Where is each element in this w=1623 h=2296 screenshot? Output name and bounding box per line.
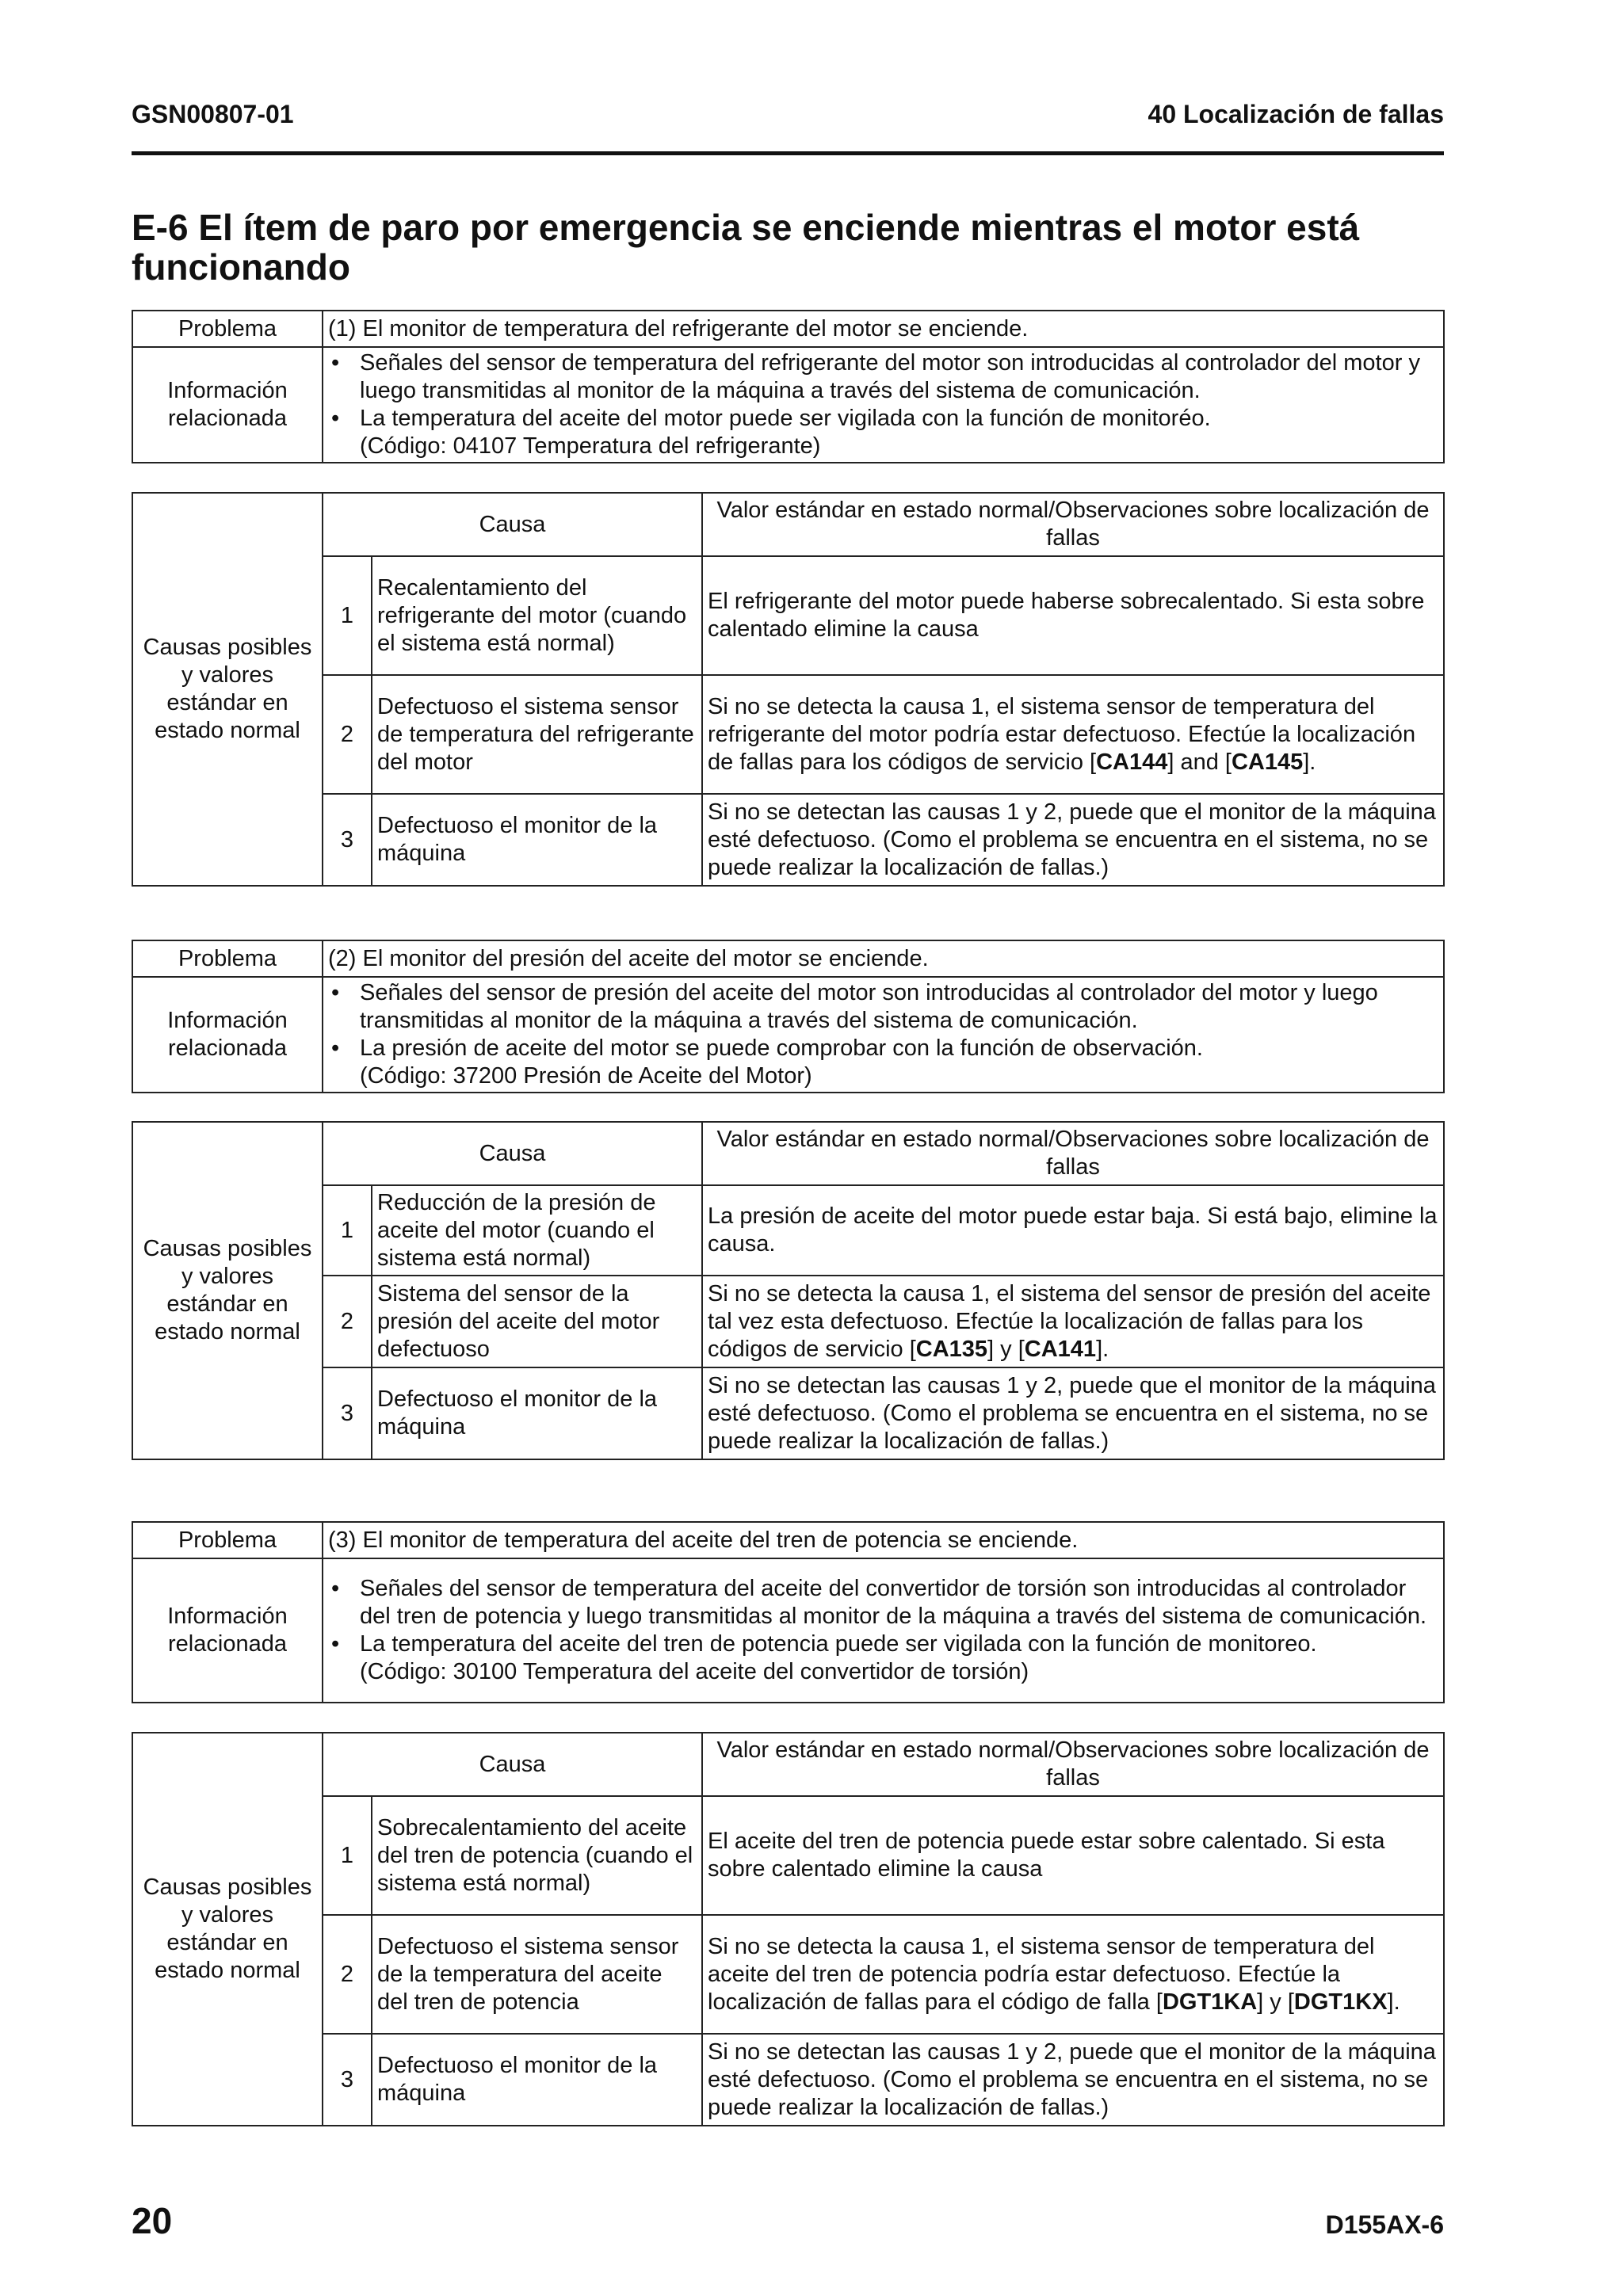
service-code: CA135: [915, 1336, 988, 1362]
info-label: Información relacionada: [132, 347, 323, 463]
cause-number: 2: [323, 675, 372, 794]
remark-text: Si no se detectan las causas 1 y 2, puede que el monitor de la máquina esté defectuoso. (Como el problema se encuentra en el sistema, no se puede realizar la localización de fallas.): [702, 794, 1444, 886]
info-cell: [323, 1558, 1444, 1703]
cause-text: Defectuoso el sistema sensor de temperatura del refrigerante del motor: [372, 675, 702, 794]
remark-text: Si no se detectan las causas 1 y 2, puede que el monitor de la máquina esté defectuoso. (Como el problema se encuentra en el sistema, no se puede realizar la localización de fallas.): [702, 1367, 1444, 1459]
service-code: DGT1KX: [1293, 1989, 1388, 2015]
info-label: Información relacionada: [132, 1558, 323, 1703]
info-label: Información relacionada: [132, 977, 323, 1093]
info-code: (Código: 30100 Temperatura del aceite del convertidor de torsión): [360, 1659, 1029, 1684]
cause-text: Reducción de la presión de aceite del motor (cuando el sistema está normal): [372, 1185, 702, 1276]
cause-header: Causa: [323, 1122, 702, 1185]
remark-text: El aceite del tren de potencia puede estar sobre calentado. Si esta sobre calentado elimine la causa: [702, 1796, 1444, 1915]
cause-text: Sobrecalentamiento del aceite del tren de potencia (cuando el sistema está normal): [372, 1796, 702, 1915]
cause-text: Recalentamiento del refrigerante del motor (cuando el sistema está normal): [372, 556, 702, 675]
header-rule: [132, 151, 1444, 155]
problem-label: Problema: [132, 1522, 323, 1558]
cause-number: 3: [323, 2034, 372, 2126]
remark-text: El refrigerante del motor puede haberse sobrecalentado. Si esta sobre calentado elimine la causa: [702, 556, 1444, 675]
cause-header: Causa: [323, 1733, 702, 1796]
model-code: D155AX-6: [1325, 2210, 1444, 2239]
section-title: 40 Localización de fallas: [1148, 100, 1444, 128]
cause-text: Defectuoso el monitor de la máquina: [372, 1367, 702, 1459]
remark-header: Valor estándar en estado normal/Observaciones sobre localización de fallas: [702, 493, 1444, 556]
info-bullet: • Señales del sensor de temperatura del refrigerante del motor son introducidas al controlador del motor y luego transmitidas al monitor de la máquina a través del sistema de comunicación.: [328, 349, 1438, 405]
causes-table-1: [132, 492, 1445, 887]
page-number: 20: [132, 2200, 173, 2241]
problem-table-1: [132, 310, 1445, 463]
service-code: CA144: [1096, 749, 1168, 775]
problem-text: (2) El monitor del presión del aceite del motor se enciende.: [323, 940, 1444, 977]
cause-header: Causa: [323, 493, 702, 556]
remark-text: Si no se detecta la causa 1, el sistema sensor de temperatura del refrigerante del motor podría estar defectuoso. Efectúe la localización de fallas para los códigos de servicio [CA144] and [CA145].: [702, 675, 1444, 794]
info-code: (Código: 37200 Presión de Aceite del Motor): [360, 1063, 812, 1089]
info-bullet: • Señales del sensor de presión del aceite del motor son introducidas al controlador del motor y luego transmitidas al monitor de la máquina a través del sistema de comunicación.: [328, 979, 1438, 1035]
problem-text: (3) El monitor de temperatura del aceite del tren de potencia se enciende.: [323, 1522, 1444, 1558]
causes-label: Causas posibles y valores estándar en estado normal: [132, 493, 323, 886]
service-code: DGT1KA: [1162, 1989, 1258, 2015]
cause-number: 2: [323, 1276, 372, 1367]
causes-table-3: [132, 1732, 1445, 2126]
cause-text: Defectuoso el monitor de la máquina: [372, 2034, 702, 2126]
info-cell: [323, 347, 1444, 463]
causes-label: Causas posibles y valores estándar en estado normal: [132, 1122, 323, 1459]
remark-text: Si no se detecta la causa 1, el sistema sensor de temperatura del aceite del tren de potencia podría estar defectuoso. Efectúe la localización de fallas para el código de falla [DGT1KA] y [DGT1KX].: [702, 1915, 1444, 2034]
document-code: GSN00807-01: [132, 100, 294, 128]
remark-header: Valor estándar en estado normal/Observaciones sobre localización de fallas: [702, 1122, 1444, 1185]
causes-label: Causas posibles y valores estándar en estado normal: [132, 1733, 323, 2126]
problem-table-2: [132, 940, 1445, 1093]
cause-number: 1: [323, 1796, 372, 1915]
cause-text: Sistema del sensor de la presión del aceite del motor defectuoso: [372, 1276, 702, 1367]
cause-number: 2: [323, 1915, 372, 2034]
remark-text: La presión de aceite del motor puede estar baja. Si está bajo, elimine la causa.: [702, 1185, 1444, 1276]
info-bullet: • Señales del sensor de temperatura del aceite del convertidor de torsión son introducidas al controlador del tren de potencia y luego transmitidas al monitor de la máquina a través del sistema de comunicación.: [328, 1575, 1438, 1630]
remark-text: Si no se detectan las causas 1 y 2, puede que el monitor de la máquina esté defectuoso. (Como el problema se encuentra en el sistema, no se puede realizar la localización de fallas.): [702, 2034, 1444, 2126]
service-code: CA141: [1024, 1336, 1097, 1362]
problem-label: Problema: [132, 311, 323, 347]
problem-table-3: [132, 1521, 1445, 1703]
remark-text: Si no se detecta la causa 1, el sistema del sensor de presión del aceite tal vez esta defectuoso. Efectúe la localización de fallas para los códigos de servicio [CA135] y [CA141].: [702, 1276, 1444, 1367]
info-bullet: • La temperatura del aceite del motor puede ser vigilada con la función de monitoréo.: [328, 405, 1438, 433]
cause-number: 1: [323, 556, 372, 675]
remark-header: Valor estándar en estado normal/Observaciones sobre localización de fallas: [702, 1733, 1444, 1796]
cause-number: 1: [323, 1185, 372, 1276]
info-code: (Código: 04107 Temperatura del refrigerante): [360, 433, 821, 459]
problem-label: Problema: [132, 940, 323, 977]
info-bullet: • La presión de aceite del motor se puede comprobar con la función de observación.: [328, 1035, 1438, 1062]
causes-table-2: [132, 1121, 1445, 1460]
cause-number: 3: [323, 794, 372, 886]
cause-text: Defectuoso el monitor de la máquina: [372, 794, 702, 886]
info-bullet: • La temperatura del aceite del tren de potencia puede ser vigilada con la función de monitoreo.: [328, 1630, 1438, 1658]
page-title: E-6 El ítem de paro por emergencia se enciende mientras el motor está funcionando: [132, 207, 1360, 288]
problem-text: (1) El monitor de temperatura del refrigerante del motor se enciende.: [323, 311, 1444, 347]
cause-text: Defectuoso el sistema sensor de la temperatura del aceite del tren de potencia: [372, 1915, 702, 2034]
service-code: CA145: [1231, 749, 1304, 775]
cause-number: 3: [323, 1367, 372, 1459]
info-cell: [323, 977, 1444, 1093]
